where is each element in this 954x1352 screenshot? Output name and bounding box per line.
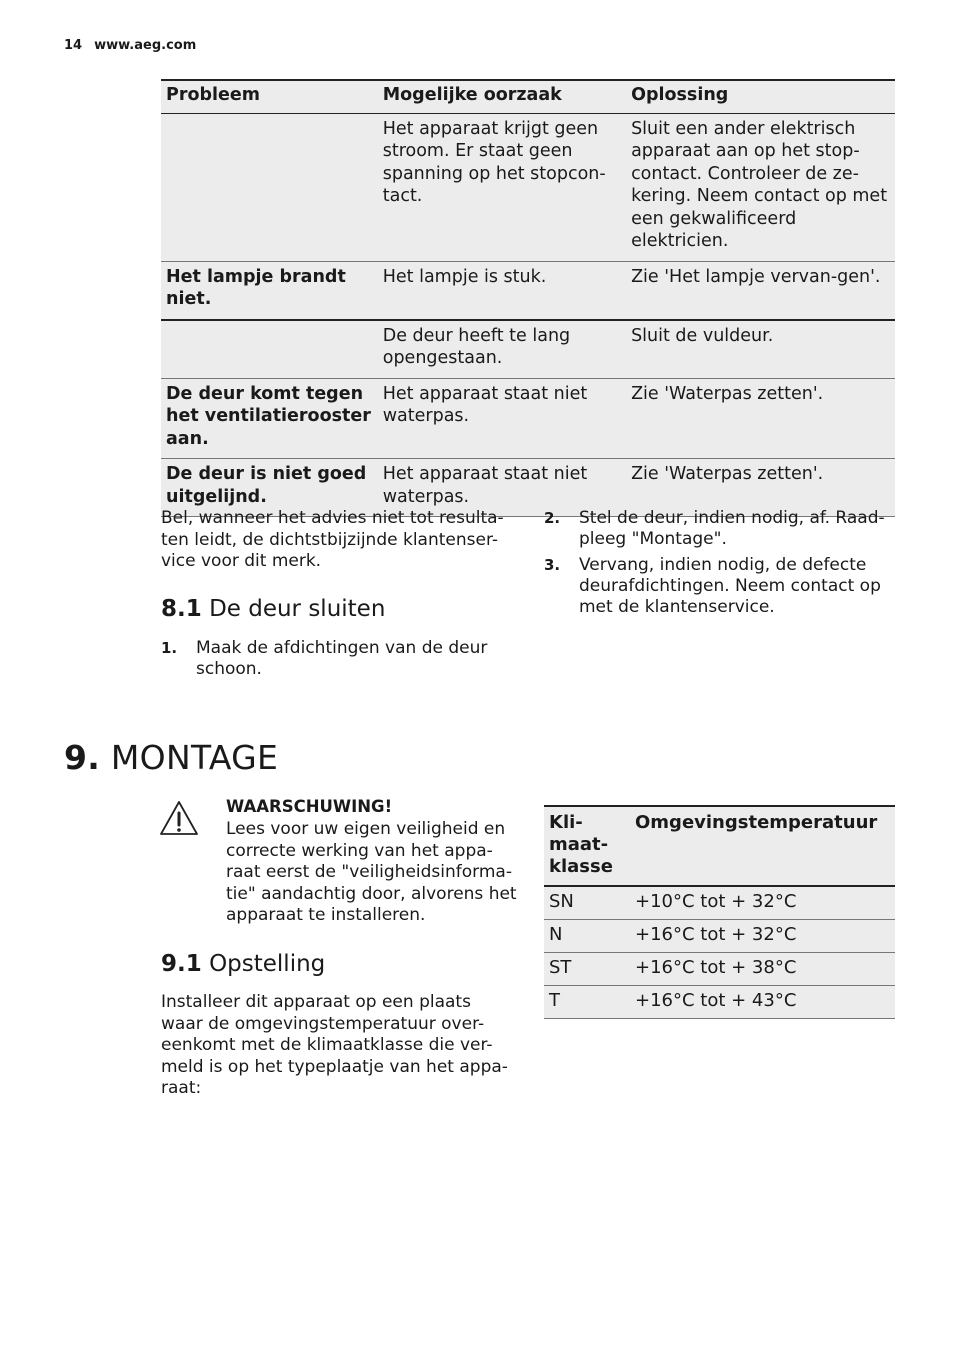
table-row [544,986,895,1019]
cause-cell: Het apparaat staat niet waterpas. [382,383,588,426]
section-title: Opstelling [209,951,326,977]
solution-cell: Zie 'Waterpas zetten'. [631,383,824,404]
troubleshooting-table [161,79,895,517]
solution-cell: Zie 'Het lampje vervan-gen'. [631,266,881,287]
step-text: Vervang, indien nodig, de defecte deurafdichtingen. Neem contact op met de klantenservice. [579,555,881,617]
table-row [161,261,895,320]
cause-cell: Het apparaat krijgt geen stroom. Er staat geen spanning op het stopcon-tact. [382,118,606,206]
solution-cell: Sluit een ander elektrisch apparaat aan op het stop-contact. Controleer de ze-kering. Neem contact op met een gekwalificeerd elektricien. [631,118,888,251]
list-item [544,555,894,618]
table-row [544,886,895,920]
problem-cell [161,113,378,261]
cause-cell: De deur heeft te lang opengestaan. [382,325,571,368]
table-row [544,953,895,986]
chapter-heading-9 [64,738,278,777]
step-number: 1. [161,639,178,657]
step-text: Stel de deur, indien nodig, af. Raad-pleeg "Montage". [579,508,885,549]
cause-cell: Het lampje is stuk. [382,266,547,287]
climate-class-cell: ST [549,957,572,978]
table-row [161,378,895,459]
installation-paragraph: Installeer dit apparaat op een plaats waar de omgevingstemperatuur over-eenkomt met de klimaatklasse die ver-meld is op het typeplaatje van het appa-raat: [161,992,508,1098]
problem-cell [161,320,378,379]
step-number: 2. [544,509,561,527]
table-row [161,320,895,379]
table-row [544,920,895,953]
section-heading-8-1 [161,596,385,622]
column-header-solution: Oplossing [626,80,895,113]
column-header-problem: Probleem [161,80,378,113]
steps-list-right [544,508,894,623]
warning-text: Lees voor uw eigen veiligheid en correcte werking van het appa-raat eerst de "veiligheidsinforma-tie" aandachtig door, alvorens het apparaat te installeren. [226,819,517,925]
temperature-cell: +16°C tot + 43°C [635,990,797,1011]
solution-cell: Zie 'Waterpas zetten'. [631,464,824,484]
climate-class-cell: N [549,924,563,945]
section-number: 8.1 [161,596,202,622]
step-text: Maak de afdichtingen van de deur schoon. [196,638,488,679]
page-number: 14 [64,38,83,53]
chapter-title: MONTAGE [110,738,279,777]
temperature-cell: +16°C tot + 38°C [635,957,797,978]
website-url[interactable]: www.aeg.com [94,38,197,53]
climate-class-cell: SN [549,891,574,912]
chapter-number: 9. [64,738,101,777]
section-title: De deur sluiten [209,596,386,622]
section-heading-9-1 [161,951,325,977]
table-header-row [161,80,895,113]
list-item [161,638,506,680]
warning-triangle-icon [159,800,199,836]
warning-title: WAARSCHUWING! [226,797,393,816]
climate-class-table [544,805,895,1019]
advice-paragraph: Bel, wanneer het advies niet tot resulta-ten leidt, de dichtstbijzijnde klantenser-vice voor dit merk. [161,508,504,571]
step-number: 3. [544,556,561,574]
table-header-row [544,806,895,886]
problem-cell: De deur komt tegen het ventilatierooster aan. [166,383,371,449]
temperature-cell: +10°C tot + 32°C [635,891,797,912]
list-item [544,508,894,550]
problem-cell: Het lampje brandt niet. [166,266,346,309]
temperature-cell: +16°C tot + 32°C [635,924,797,945]
column-header-cause: Mogelijke oorzaak [378,80,626,113]
page-header [64,38,196,53]
column-header-ambient-temperature: Omgevingstemperatuur [630,806,895,886]
problem-cell: De deur is niet goed uitgelijnd. [166,464,367,507]
column-header-climate-class: Kli-maat-klasse [544,806,630,886]
table-row [161,113,895,261]
cause-cell: Het apparaat staat niet waterpas. [382,464,588,507]
solution-cell: Sluit de vuldeur. [631,325,774,346]
section-number: 9.1 [161,951,202,977]
climate-class-cell: T [549,990,560,1011]
steps-list-left [161,638,506,685]
